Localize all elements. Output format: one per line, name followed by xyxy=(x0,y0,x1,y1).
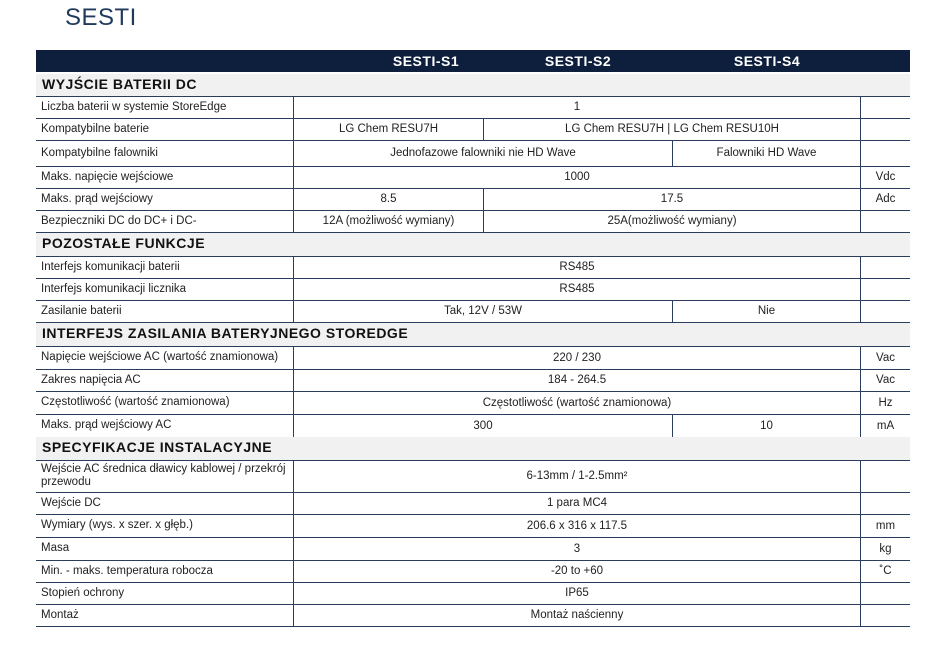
row-label: Liczba baterii w systemie StoreEdge xyxy=(36,96,294,118)
row-unit: mm xyxy=(860,514,910,537)
row-value: 8.5 xyxy=(380,193,397,205)
row-value: 3 xyxy=(573,542,581,555)
row-value: IP65 xyxy=(565,587,589,599)
table-row xyxy=(36,166,910,189)
row-value: 1 para MC4 xyxy=(546,497,608,509)
table-row xyxy=(36,346,910,370)
row-label: Kompatybilne falowniki xyxy=(36,140,294,166)
row-value: 300 xyxy=(473,419,493,432)
row-unit: Vdc xyxy=(860,166,910,188)
row-label: Maks. napięcie wejściowe xyxy=(36,166,294,188)
row-unit xyxy=(860,582,910,604)
row-value: 206.6 x 316 x 117.5 xyxy=(526,519,628,532)
row-unit: Hz xyxy=(860,391,910,414)
table-row xyxy=(36,460,910,493)
row-label: Maks. prąd wejściowy AC xyxy=(36,414,294,437)
row-value: Jednofazowe falowniki nie HD Wave xyxy=(390,147,576,159)
row-unit: Vac xyxy=(860,346,910,369)
row-value: RS485 xyxy=(559,283,595,295)
row-unit: kg xyxy=(860,537,910,560)
row-value: 1000 xyxy=(564,171,590,183)
row-unit xyxy=(860,300,910,322)
row-value: Montaż naścienny xyxy=(530,609,624,621)
row-unit xyxy=(860,256,910,278)
row-value: Tak, 12V / 53W xyxy=(444,305,522,317)
row-unit: ˚C xyxy=(860,560,910,582)
table-row xyxy=(36,118,910,141)
row-label: Zakres napięcia AC xyxy=(36,369,294,391)
row-value: 10 xyxy=(672,414,860,437)
section-header-install: SPECYFIKACJE INSTALACYJNE xyxy=(36,437,910,461)
row-label: Wejście AC średnica dławicy kablowej / przekrój przewodu xyxy=(36,460,294,492)
table-row xyxy=(36,514,910,538)
table-row xyxy=(36,210,910,233)
section-header-battery-dc: WYJŚCIE BATERII DC xyxy=(36,74,910,97)
table-row xyxy=(36,300,910,323)
row-value: 220 / 230 xyxy=(553,351,601,364)
table-row xyxy=(36,96,910,119)
row-value: Nie xyxy=(672,300,860,322)
row-unit xyxy=(860,460,910,492)
row-label: Zasilanie baterii xyxy=(36,300,294,322)
section-header-other: POZOSTAŁE FUNKCJE xyxy=(36,233,910,257)
column-header-s4: SESTI-S4 xyxy=(733,53,801,69)
row-label: Częstotliwość (wartość znamionowa) xyxy=(36,391,294,414)
table-header xyxy=(36,50,910,72)
row-unit: Vac xyxy=(860,369,910,391)
table-row xyxy=(36,140,910,167)
row-label: Wejście DC xyxy=(36,492,294,514)
table-row xyxy=(36,188,910,211)
row-value: LG Chem RESU7H | LG Chem RESU10H xyxy=(483,118,860,140)
row-unit xyxy=(860,140,910,166)
row-label: Interfejs komunikacji baterii xyxy=(36,256,294,278)
row-value: 1 xyxy=(573,101,581,113)
table-row xyxy=(36,560,910,583)
row-unit xyxy=(860,210,910,232)
row-value: LG Chem RESU7H xyxy=(338,123,439,135)
row-value: RS485 xyxy=(559,261,595,273)
row-value: Częstotliwość (wartość znamionowa) xyxy=(482,396,672,409)
column-header-s2: SESTI-S2 xyxy=(544,53,612,69)
row-value: 17.5 xyxy=(483,188,860,210)
row-unit xyxy=(860,278,910,300)
row-unit xyxy=(860,604,910,626)
row-unit: mA xyxy=(860,414,910,437)
row-label: Montaż xyxy=(36,604,294,626)
row-label: Stopień ochrony xyxy=(36,582,294,604)
row-unit xyxy=(860,96,910,118)
table-row xyxy=(36,391,910,415)
row-label: Min. - maks. temperatura robocza xyxy=(36,560,294,582)
table-row xyxy=(36,256,910,279)
row-label: Maks. prąd wejściowy xyxy=(36,188,294,210)
row-label: Masa xyxy=(36,537,294,560)
row-label: Bezpieczniki DC do DC+ i DC- xyxy=(36,210,294,232)
table-row xyxy=(36,492,910,515)
row-value: Falowniki HD Wave xyxy=(672,140,860,166)
row-label: Wymiary (wys. x szer. x głęb.) xyxy=(36,514,294,537)
column-header-s1: SESTI-S1 xyxy=(392,53,460,69)
row-unit xyxy=(860,492,910,514)
row-value: 12A (możliwość wymiany) xyxy=(322,215,455,227)
row-value: 6-13mm / 1-2.5mm² xyxy=(526,470,628,482)
table-row xyxy=(36,369,910,392)
row-value: 25A(możliwość wymiany) xyxy=(483,210,860,232)
table-row xyxy=(36,537,910,561)
row-label: Interfejs komunikacji licznika xyxy=(36,278,294,300)
row-label: Kompatybilne baterie xyxy=(36,118,294,140)
row-unit xyxy=(860,118,910,140)
row-value: -20 to +60 xyxy=(550,565,604,577)
table-row xyxy=(36,582,910,605)
table-row xyxy=(36,278,910,301)
row-unit: Adc xyxy=(860,188,910,210)
page-title: SESTI xyxy=(65,4,137,31)
row-label: Napięcie wejściowe AC (wartość znamionowa) xyxy=(36,346,294,369)
row-value: 184 - 264.5 xyxy=(547,374,607,386)
table-row xyxy=(36,414,910,438)
table-row xyxy=(36,604,910,627)
section-header-ac-interface: INTERFEJS ZASILANIA BATERYJNEGO STOREDGE xyxy=(36,323,910,347)
